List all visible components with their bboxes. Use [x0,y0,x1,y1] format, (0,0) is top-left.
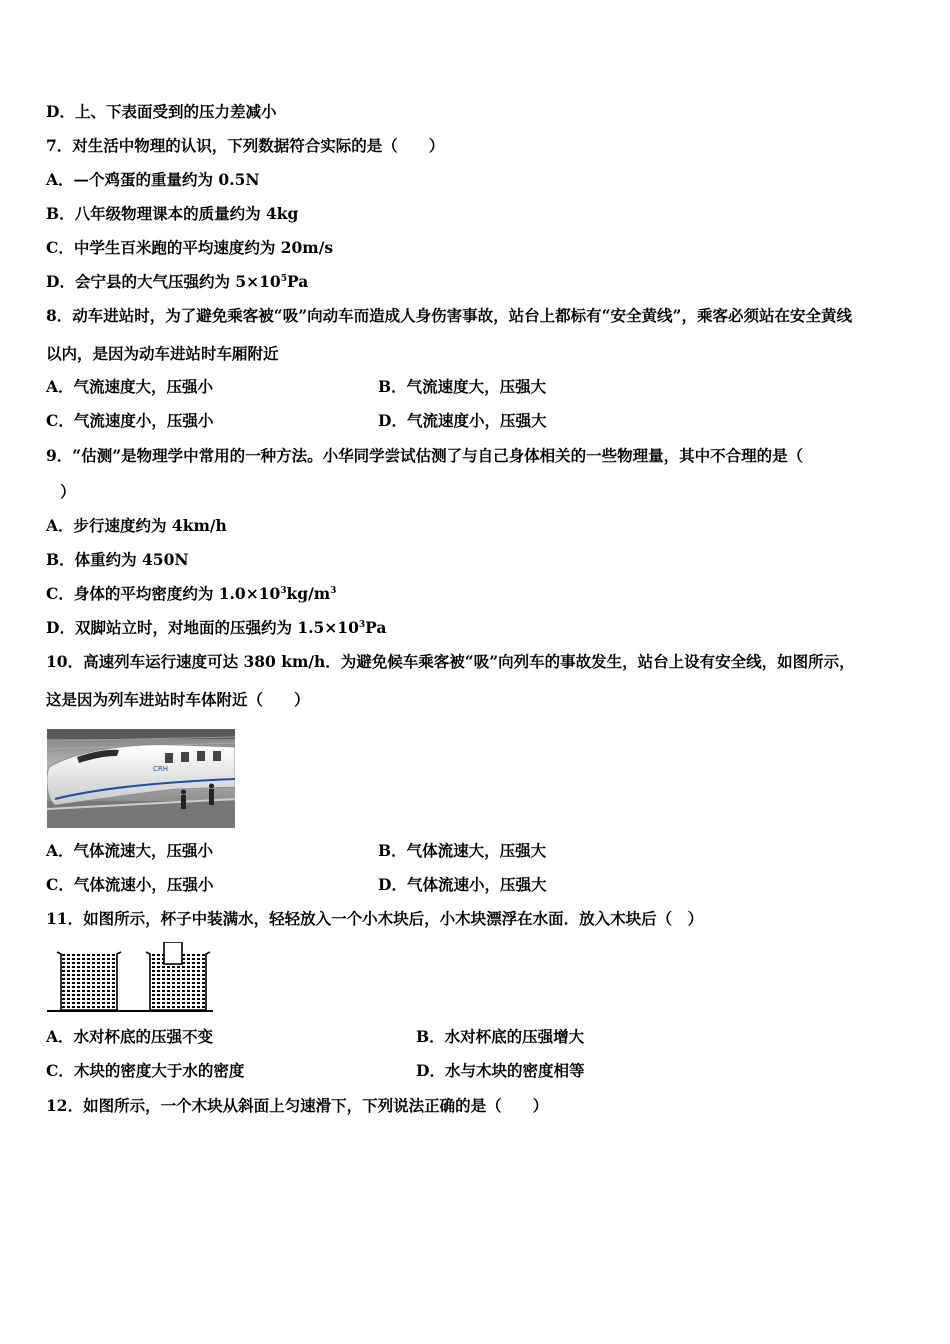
q11-option-a: A．水对杯底的压强不变 [46,1027,214,1046]
q8-option-a: A．气流速度大，压强小 [46,377,214,396]
q7-option-a: A．—个鸡蛋的重量约为 0.5N [46,170,260,189]
q7-stem: 7．对生活中物理的认识，下列数据符合实际的是（ ） [46,136,445,155]
q11-stem: 11．如图所示，杯子中装满水，轻轻放入一个小木块后，小木块漂浮在水面．放入木块后（ ） [46,909,704,928]
q10-option-c: C．气体流速小，压强小 [46,875,214,894]
cups-diagram [47,942,213,1012]
q9-stem-line2: ） [60,482,76,501]
high-speed-train-image [47,729,235,828]
q7-option-d: D．会宁县的大气压强约为 $5\times 10^5Pa$ [46,272,309,291]
q6-option-d: D．上、下表面受到的压力差减小 [46,102,277,121]
q8-option-d: D．气流速度小，压强大 [378,411,547,430]
q9-stem-line1: 9．“估测”是物理学中常用的一种方法。小华同学尝试估测了与自己身体相关的一些物理量，其中不合理的是（ [46,446,804,465]
q11-option-d: D．水与木块的密度相等 [416,1061,585,1080]
q8-option-b: B．气流速度大，压强大 [378,377,547,396]
train-logo: CRH [153,765,169,773]
q7-option-b: B．八年级物理课本的质量约为 4kg [46,204,299,223]
q9-option-a: A．步行速度约为 4km/h [46,516,227,535]
q12-stem: 12．如图所示，一个木块从斜面上匀速滑下，下列说法正确的是（ ） [46,1096,549,1115]
q10-option-a: A．气体流速大，压强小 [46,841,214,860]
q9-option-b: B．体重约为 450N [46,550,189,569]
q11-option-b: B．水对杯底的压强增大 [416,1027,585,1046]
q9-option-c: C．身体的平均密度约为 $1.0\times 10^3kg/m^3$ [46,584,337,603]
q8-option-c: C．气流速度小，压强小 [46,411,214,430]
q8-stem-line2: 以内，是因为动车进站时车厢附近 [46,344,279,363]
q9-option-d: D．双脚站立时，对地面的压强约为 $1.5\times 10^3Pa$ [46,618,387,637]
q10-option-b: B．气体流速大，压强大 [378,841,547,860]
q10-stem-line2: 这是因为列车进站时车体附近（ ） [46,690,310,709]
q7-option-c: C．中学生百米跑的平均速度约为 20m/s [46,238,334,257]
q10-option-d: D．气体流速小，压强大 [378,875,547,894]
q8-stem-line1: 8．动车进站时，为了避免乘客被“吸”向动车而造成人身伤害事故，站台上都标有“安全黄线”，乘客必须站在安全黄线 [46,306,852,325]
q10-stem-line1: 10．高速列车运行速度可达 380 km/h．为避免候车乘客被“吸”向列车的事故发生，站台上设有安全线，如图所示， [46,652,855,671]
q11-option-c: C．木块的密度大于水的密度 [46,1061,245,1080]
